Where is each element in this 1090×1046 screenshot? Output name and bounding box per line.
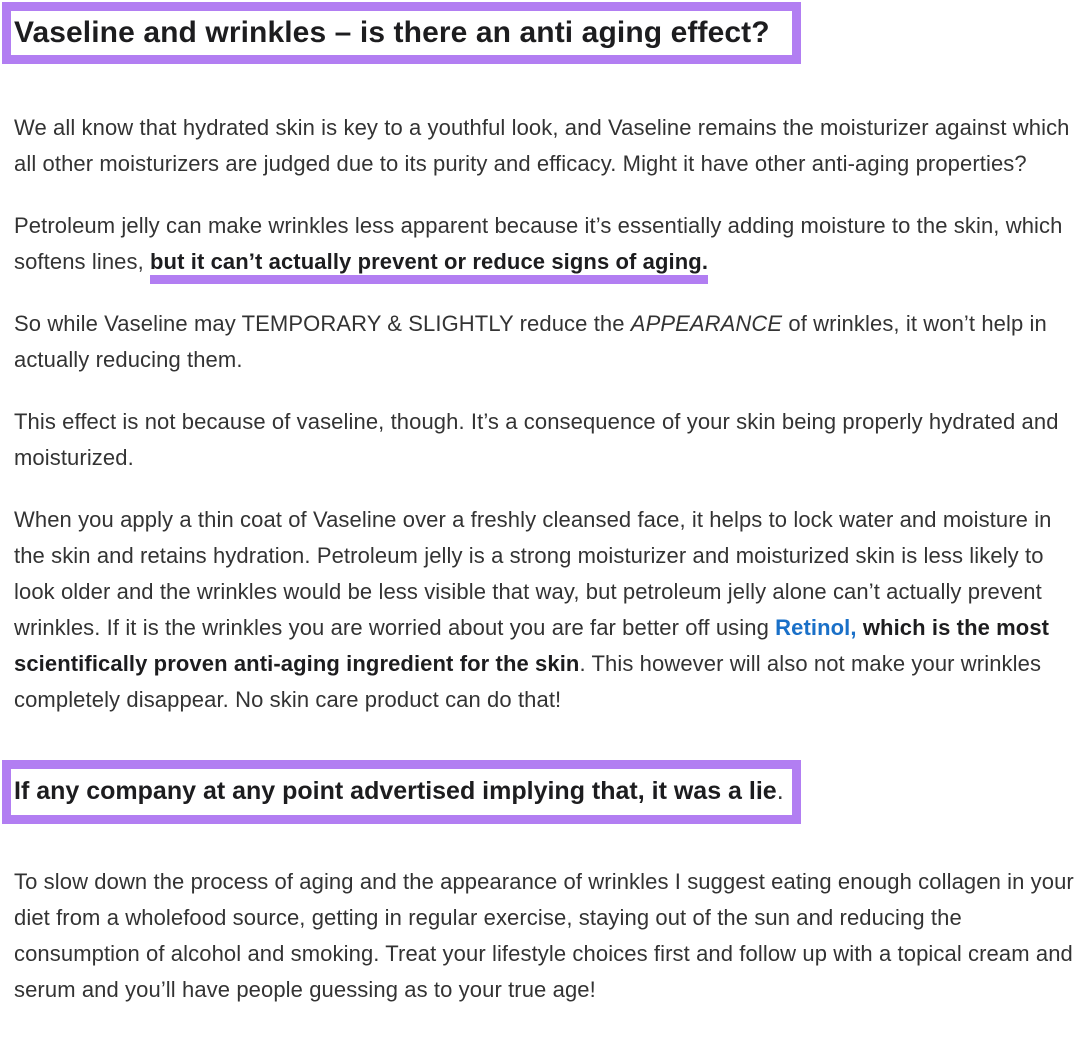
text-run: So while Vaseline may TEMPORARY & SLIGHTLY reduce the <box>14 311 631 336</box>
statement-boxed <box>2 760 801 824</box>
text-run: If any company at any point advertised implying that, it was a lie <box>14 777 777 805</box>
text-run: When you apply a thin coat of Vaseline over a freshly cleansed face, it helps to lock water and moisture in the skin and retains hydration. Petroleum jelly is a strong moisturizer and moisturized skin is less likely to look older and the wrinkles would be less visible that way, but petroleum jelly alone can’t actually prevent wrinkles. If it is the wrinkles you are worried about you are far better off using <box>14 507 1052 640</box>
text-run: APPEARANCE <box>630 311 783 336</box>
text-run: Vaseline and wrinkles – is there an anti aging effect? <box>14 16 770 49</box>
text-run: To slow down the process of aging and the appearance of wrinkles I suggest eating enough collagen in your diet from a wholefood source, getting in regular exercise, staying out of the sun and reducing the consumption of alcohol and smoking. Treat your lifestyle choices first and follow up with a topical cream and serum and you’ll have people guessing as to your true age! <box>14 869 1074 1002</box>
article-heading-boxed <box>2 2 801 64</box>
paragraph-thin-coat <box>14 502 1076 718</box>
paragraph-appearance <box>14 306 1076 378</box>
text-run: . <box>776 777 784 805</box>
paragraph-intro <box>14 110 1076 182</box>
paragraph-petroleum-jelly <box>14 208 1076 280</box>
text-run: This effect is not because of vaseline, though. It’s a consequence of your skin being properly hydrated and moisturized. <box>14 409 1059 470</box>
article-body <box>2 2 1090 1008</box>
paragraph-advice <box>14 864 1076 1008</box>
text-run: We all know that hydrated skin is key to a youthful look, and Vaseline remains the moisturizer against which all other moisturizers are judged due to its purity and efficacy. Might it have other anti-aging properties? <box>14 115 1070 176</box>
text-run: which is the most scientifically proven anti-aging ingredient for the skin <box>14 615 1050 676</box>
text-run: of wrinkles, it won’t help in actually reducing them. <box>14 311 1047 372</box>
text-run: Petroleum jelly can make wrinkles less apparent because it’s essentially adding moisture to the skin, which softens lines, <box>14 213 1063 274</box>
text-run: . This however will also not make your wrinkles completely disappear. No skin care product can do that! <box>14 651 1042 712</box>
retinol-link[interactable]: Retinol, <box>775 615 857 640</box>
paragraph-effect <box>14 404 1076 476</box>
text-run: but it can’t actually prevent or reduce signs of aging. <box>150 249 708 284</box>
